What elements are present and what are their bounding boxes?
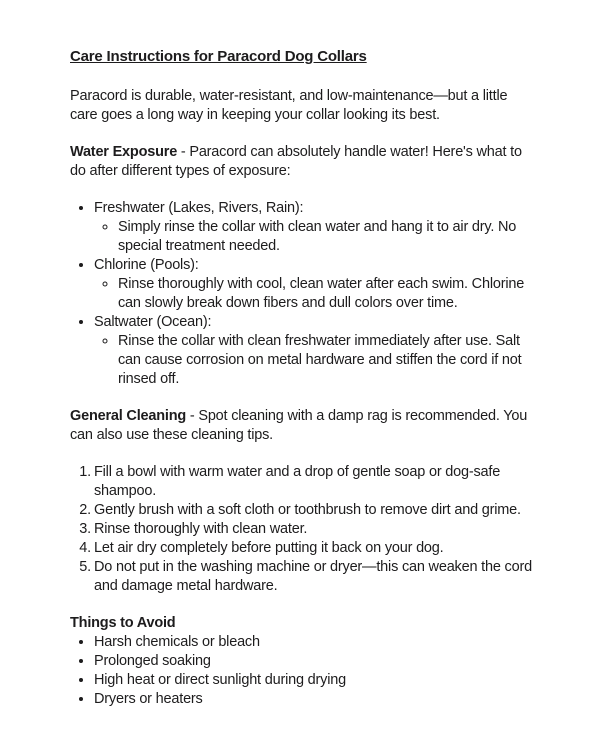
list-item-chlorine xyxy=(94,256,532,313)
general-cleaning-heading: General Cleaning xyxy=(70,408,187,424)
water-exposure-lead: - Paracord can absolutely handle water! Here's what to do after different types of exposure: xyxy=(70,144,522,179)
general-cleaning-paragraph xyxy=(70,407,532,445)
cleaning-step: Fill a bowl with warm water and a drop of gentle soap or dog-safe shampoo. xyxy=(94,464,501,499)
cleaning-step: Let air dry completely before putting it back on your dog. xyxy=(94,540,444,556)
list-item-label: Freshwater (Lakes, Rivers, Rain): xyxy=(94,200,304,216)
list-item-label: Chlorine (Pools): xyxy=(94,257,199,273)
water-exposure-heading: Water Exposure xyxy=(70,144,178,160)
list-item-detail: ◦ Rinse thoroughly with cool, clean water after each swim. Chlorine can slowly break down fibers and dull colors over time. xyxy=(118,275,532,313)
avoid-item: • Prolonged soaking xyxy=(94,652,532,671)
cleaning-step: Do not put in the washing machine or dryer—this can weaken the cord and damage metal hardware. xyxy=(94,559,532,594)
list-item-detail: ◦ Simply rinse the collar with clean water and hang it to air dry. No special treatment needed. xyxy=(118,218,532,256)
water-exposure-paragraph xyxy=(70,143,532,181)
avoid-item: • Harsh chemicals or bleach xyxy=(94,633,532,652)
freshwater-sublist xyxy=(94,218,532,256)
intro-paragraph: Paracord is durable, water-resistant, and low-maintenance—but a little care goes a long way in keeping your collar looking its best. xyxy=(70,88,508,123)
general-cleaning-lead: - Spot cleaning with a damp rag is recommended. You can also use these cleaning tips. xyxy=(70,408,528,443)
cleaning-steps-list xyxy=(70,463,532,596)
list-item-label: Saltwater (Ocean): xyxy=(94,314,212,330)
avoid-item: • High heat or direct sunlight during drying xyxy=(94,671,532,690)
cleaning-step: Rinse thoroughly with clean water. xyxy=(94,521,308,537)
things-to-avoid-heading: Things to Avoid xyxy=(70,615,176,631)
page-title: Care Instructions for Paracord Dog Collars xyxy=(70,48,367,65)
water-exposure-list xyxy=(70,199,532,389)
list-item-detail: ◦ Rinse the collar with clean freshwater immediately after use. Salt can cause corrosion on metal hardware and stiffen the cord if not rinsed off. xyxy=(118,332,532,389)
saltwater-sublist xyxy=(94,332,532,389)
cleaning-step: Gently brush with a soft cloth or toothbrush to remove dirt and grime. xyxy=(94,502,521,518)
chlorine-sublist xyxy=(94,275,532,313)
avoid-item: • Dryers or heaters xyxy=(94,690,532,709)
list-item-freshwater xyxy=(94,199,532,256)
list-item-saltwater xyxy=(94,313,532,389)
things-to-avoid-list xyxy=(70,633,532,709)
